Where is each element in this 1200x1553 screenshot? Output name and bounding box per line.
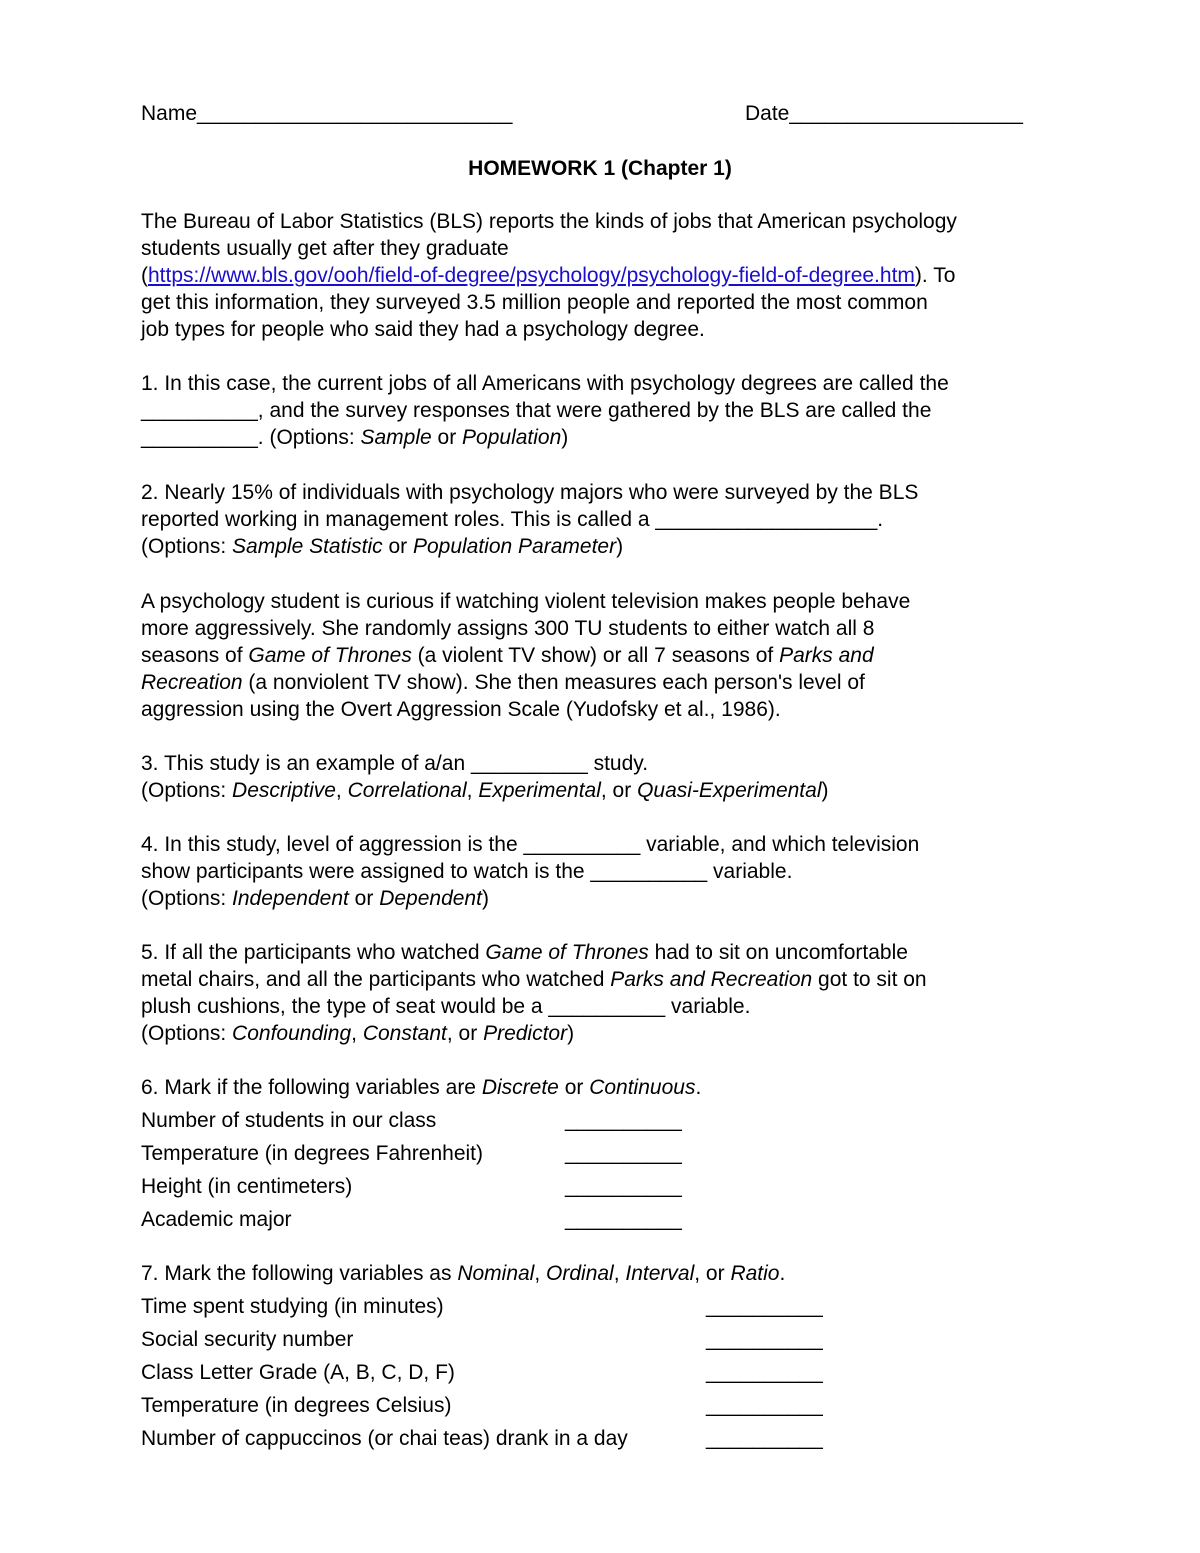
option-ordinal: Ordinal	[546, 1262, 614, 1285]
options-prefix: (Options:	[141, 779, 233, 802]
q7-answer-blank: __________	[706, 1295, 823, 1318]
intro-line: get this information, they surveyed 3.5 million people and reported the most common	[141, 291, 928, 314]
question-text: 7. Mark the following variables as	[141, 1262, 458, 1285]
q7-answer-blank: __________	[706, 1427, 823, 1450]
question-1-line: __________, and the survey responses that were gathered by the BLS are called the	[141, 399, 932, 422]
date-blank: ____________________	[789, 102, 1023, 125]
show-title-parks: Parks and	[779, 644, 874, 667]
question-text: had to sit on uncomfortable	[648, 941, 908, 964]
options-prefix: (Options:	[141, 887, 233, 910]
option-quasi-experimental: Quasi-Experimental	[637, 779, 822, 802]
q7-item-label: Temperature (in degrees Celsius)	[141, 1394, 452, 1417]
options-sep: or	[382, 535, 413, 558]
options-end: )	[821, 779, 829, 802]
name-label: Name	[141, 102, 198, 125]
q7-answer-blank: __________	[706, 1394, 823, 1417]
option-population: Population	[462, 426, 562, 449]
q7-item-label: Class Letter Grade (A, B, C, D, F)	[141, 1361, 455, 1384]
show-title-recreation: Recreation	[141, 671, 243, 694]
question-3-line: 3. This study is an example of a/an __________ study.	[141, 752, 649, 775]
show-title-got: Game of Thrones	[485, 941, 649, 964]
question-4-line: 4. In this study, level of aggression is the __________ variable, and which television	[141, 833, 920, 856]
options-end: )	[561, 426, 569, 449]
question-text: got to sit on	[812, 968, 927, 991]
open-paren: (	[141, 264, 148, 287]
scenario-line: A psychology student is curious if watching violent television makes people behave	[141, 590, 911, 613]
q6-answer-blank: __________	[565, 1208, 682, 1231]
question-1-line: 1. In this case, the current jobs of all Americans with psychology degrees are called the	[141, 372, 949, 395]
q6-answer-blank: __________	[565, 1109, 682, 1132]
intro-line: students usually get after they graduate	[141, 237, 509, 260]
q7-item-label: Time spent studying (in minutes)	[141, 1295, 444, 1318]
options-end: .	[695, 1076, 702, 1099]
bls-link[interactable]: https://www.bls.gov/ooh/field-of-degree/psychology/psychology-field-of-degree.htm	[148, 264, 915, 287]
option-ratio: Ratio	[730, 1262, 780, 1285]
option-confounding: Confounding	[232, 1022, 352, 1045]
option-continuous: Continuous	[589, 1076, 696, 1099]
question-7-heading	[141, 1260, 785, 1287]
option-population-parameter: Population Parameter	[412, 535, 617, 558]
scenario-text: (a violent TV show) or all 7 seasons of	[411, 644, 780, 667]
q6-item-label: Academic major	[141, 1208, 292, 1231]
option-constant: Constant	[362, 1022, 447, 1045]
q7-answer-blank: __________	[706, 1328, 823, 1351]
options-sep: ,	[534, 1262, 547, 1285]
options-sep: , or	[600, 779, 638, 802]
options-sep: ,	[351, 1022, 363, 1045]
question-5-line	[141, 966, 927, 993]
scenario-line	[141, 642, 874, 669]
option-correlational: Correlational	[347, 779, 467, 802]
question-text: 5. If all the participants who watched	[141, 941, 486, 964]
question-6-heading	[141, 1074, 701, 1101]
intro-line: The Bureau of Labor Statistics (BLS) reports the kinds of jobs that American psychology	[141, 210, 957, 233]
options-end: )	[567, 1022, 575, 1045]
name-field	[141, 100, 512, 127]
options-prefix: __________. (Options:	[141, 426, 361, 449]
scenario-text: (a nonviolent TV show). She then measures each person's level of	[242, 671, 865, 694]
options-sep: ,	[613, 1262, 626, 1285]
page-title: HOMEWORK 1 (Chapter 1)	[468, 157, 732, 180]
q7-item-label: Social security number	[141, 1328, 354, 1351]
question-text: 6. Mark if the following variables are	[141, 1076, 482, 1099]
question-2-line: reported working in management roles. This is called a ___________________.	[141, 508, 884, 531]
options-sep: ,	[466, 779, 479, 802]
options-prefix: (Options:	[141, 535, 233, 558]
question-4-options	[141, 885, 489, 912]
options-sep: , or	[694, 1262, 731, 1285]
options-sep: or	[348, 887, 380, 910]
option-interval: Interval	[625, 1262, 695, 1285]
option-nominal: Nominal	[457, 1262, 535, 1285]
question-1-options	[141, 424, 568, 451]
question-5-options	[141, 1020, 574, 1047]
question-text: metal chairs, and all the participants who watched	[141, 968, 611, 991]
question-3-options	[141, 777, 828, 804]
q6-answer-blank: __________	[565, 1142, 682, 1165]
question-2-line: 2. Nearly 15% of individuals with psychology majors who were surveyed by the BLS	[141, 481, 919, 504]
options-sep: , or	[446, 1022, 484, 1045]
after-link-text: ). To	[914, 264, 956, 287]
option-independent: Independent	[232, 887, 349, 910]
question-2-options	[141, 533, 623, 560]
name-blank: ___________________________	[197, 102, 513, 125]
option-experimental: Experimental	[478, 779, 601, 802]
intro-line: job types for people who said they had a psychology degree.	[141, 318, 705, 341]
options-end: )	[481, 887, 489, 910]
options-end: )	[616, 535, 624, 558]
date-label: Date	[745, 102, 790, 125]
scenario-line: aggression using the Overt Aggression Scale (Yudofsky et al., 1986).	[141, 698, 781, 721]
q7-answer-blank: __________	[706, 1361, 823, 1384]
question-5-line: plush cushions, the type of seat would be a __________ variable.	[141, 995, 751, 1018]
options-sep: or	[431, 426, 463, 449]
options-sep: ,	[335, 779, 348, 802]
show-title-got: Game of Thrones	[248, 644, 412, 667]
scenario-line: more aggressively. She randomly assigns 300 TU students to either watch all 8	[141, 617, 875, 640]
q6-item-label: Number of students in our class	[141, 1109, 437, 1132]
q6-item-label: Temperature (in degrees Fahrenheit)	[141, 1142, 484, 1165]
scenario-line	[141, 669, 865, 696]
intro-link-line	[141, 262, 955, 289]
option-dependent: Dependent	[379, 887, 482, 910]
scenario-text: seasons of	[141, 644, 249, 667]
show-title-parks: Parks and Recreation	[610, 968, 813, 991]
option-predictor: Predictor	[483, 1022, 568, 1045]
q6-item-label: Height (in centimeters)	[141, 1175, 353, 1198]
option-sample: Sample	[360, 426, 432, 449]
option-discrete: Discrete	[481, 1076, 559, 1099]
question-4-line: show participants were assigned to watch is the __________ variable.	[141, 860, 793, 883]
option-descriptive: Descriptive	[232, 779, 336, 802]
date-field	[745, 100, 1023, 127]
options-end: .	[779, 1262, 786, 1285]
options-prefix: (Options:	[141, 1022, 233, 1045]
q7-item-label: Number of cappuccinos (or chai teas) drank in a day	[141, 1427, 628, 1450]
option-sample-statistic: Sample Statistic	[232, 535, 383, 558]
q6-answer-blank: __________	[565, 1175, 682, 1198]
options-sep: or	[558, 1076, 590, 1099]
question-5-line	[141, 939, 908, 966]
